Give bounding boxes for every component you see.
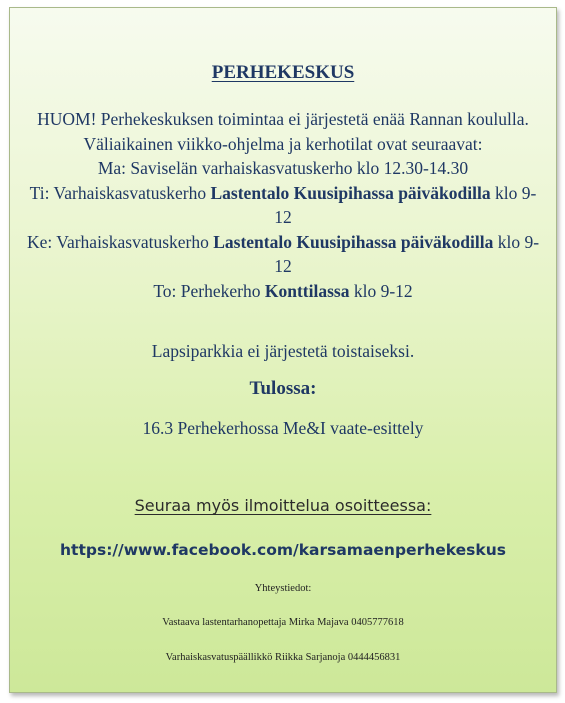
tuesday-time: klo 9-12 (274, 182, 537, 227)
follow-text: Seuraa myös ilmoittelua osoitteessa: (134, 496, 432, 515)
thursday-time: klo 9-12 (349, 280, 413, 301)
contact-person-2: Varhaiskasvatuspäällikkö Riikka Sarjanoja 0444456831 (165, 652, 401, 663)
thursday-place: Konttilassa (264, 280, 350, 301)
schedule-monday: Ma: Saviselän varhaiskasvatuskerho klo 12.30-14.30 (97, 158, 469, 178)
wednesday-place: Lastentalo Kuusipihassa päiväkodilla (213, 231, 494, 252)
upcoming-heading: Tulossa: (249, 378, 317, 399)
notice-poster (9, 7, 557, 693)
parking-note: Lapsiparkkia ei järjestetä toistaiseksi. (151, 341, 415, 361)
contacts-heading: Yhteystiedot: (254, 583, 312, 594)
schedule-tuesday (24, 181, 542, 230)
wednesday-time: klo 9-12 (274, 231, 540, 276)
facebook-link[interactable]: https://www.facebook.com/karsamaenperhekeskus (60, 541, 506, 559)
contact-person-1: Vastaava lastentarhanopettaja Mirka Majava 0405777618 (162, 617, 404, 628)
page-title: PERHEKESKUS (211, 62, 355, 83)
wednesday-prefix: Ke: Varhaiskasvatuskerho (26, 231, 214, 252)
notice-intro: HUOM! Perhekeskuksen toimintaa ei järjestetä enää Rannan koululla. Väliaikainen viikko-ohjelma ja kerhotilat ovat seuraavat: (37, 109, 529, 154)
schedule-notice (24, 107, 542, 303)
upcoming-event: 16.3 Perhekerhossa Me&I vaate-esittely (142, 418, 424, 438)
tuesday-place: Lastentalo Kuusipihassa päiväkodilla (210, 182, 491, 203)
schedule-wednesday (24, 230, 542, 279)
schedule-thursday (24, 279, 542, 304)
thursday-prefix: To: Perhekerho (153, 280, 265, 301)
tuesday-prefix: Ti: Varhaiskasvatuskerho (29, 182, 211, 203)
